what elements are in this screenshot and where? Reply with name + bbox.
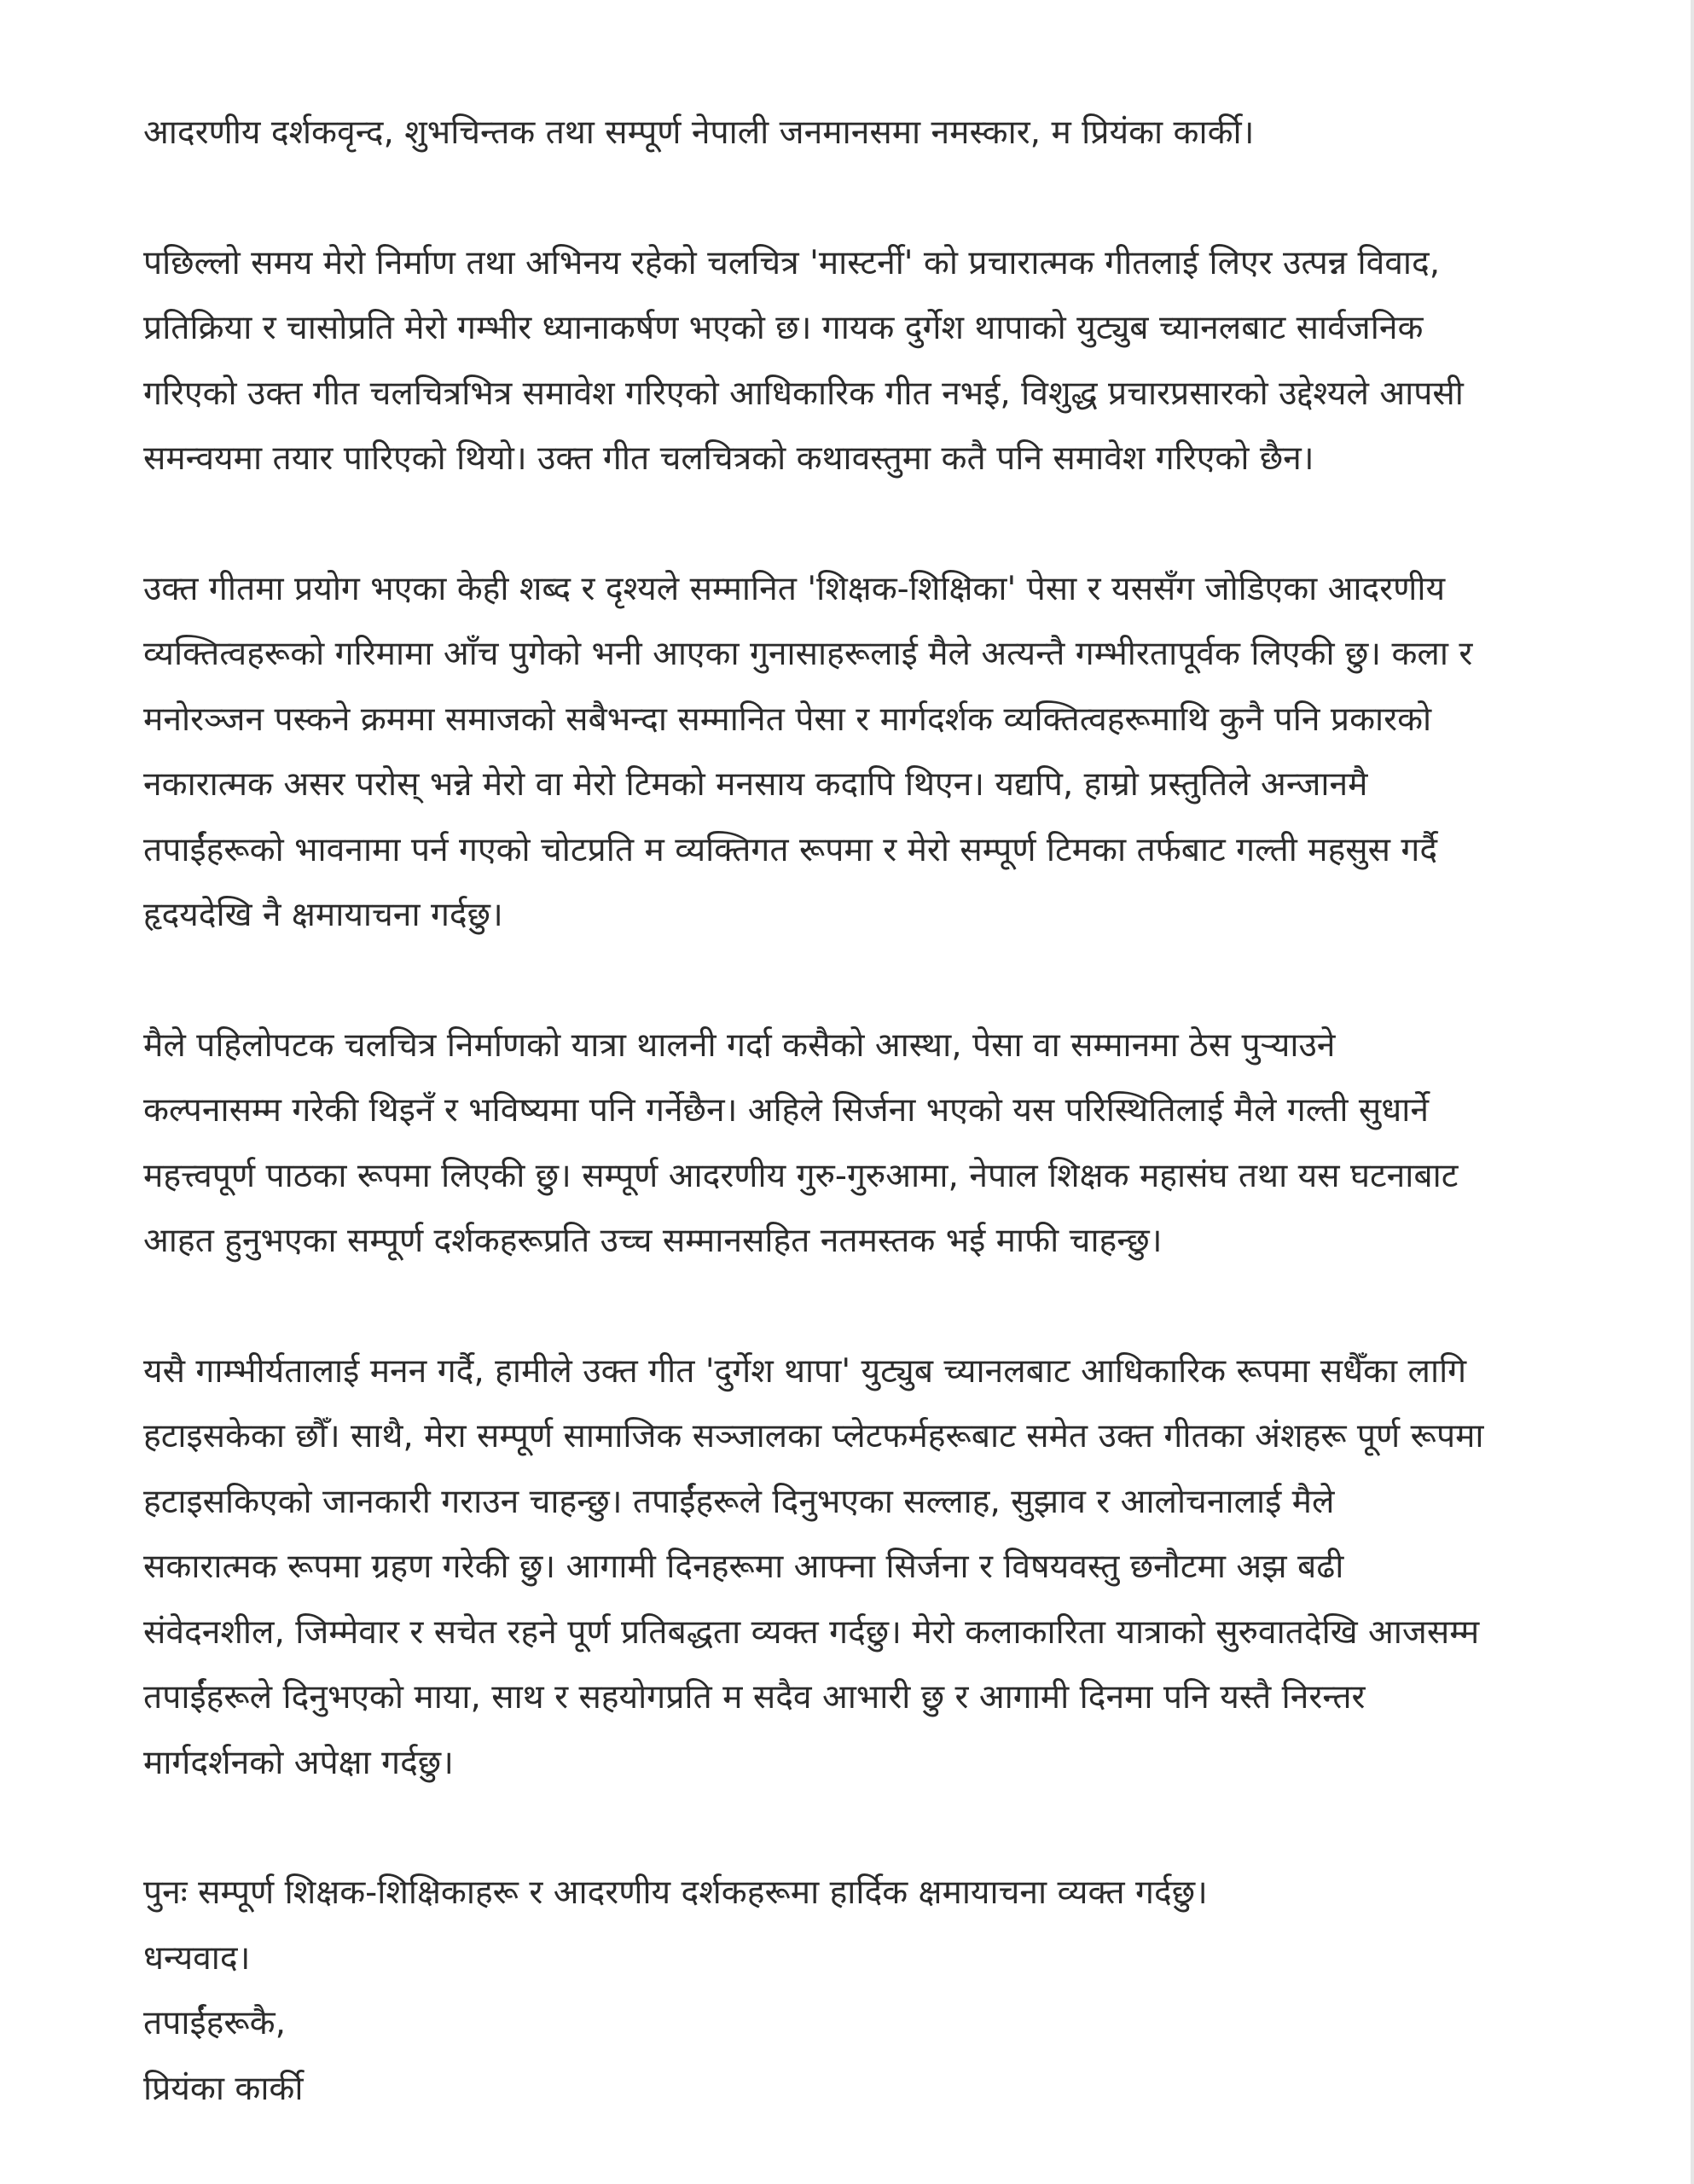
text-line: यसै गाम्भीर्यतालाई मनन गर्दै, हामीले उक्त गीत 'दुर्गेश थापा' युट्युब च्यानलबाट आधिकारिक रूपमा सधैँका लागि (143, 1351, 1467, 1391)
text-line: मैले पहिलोपटक चलचित्र निर्माणको यात्रा थालनी गर्दा कसैको आस्था, पेसा वा सम्मानमा ठेस पुऱ्याउने (143, 1025, 1336, 1065)
text-line: व्यक्तित्वहरूको गरिमामा आँच पुगेको भनी आएका गुनासाहरूलाई मैले अत्यन्तै गम्भीरतापूर्वक लिएकी छु। कला र (143, 635, 1473, 673)
closing-apology: पुनः सम्पूर्ण शिक्षक-शिक्षिकाहरू र आदरणीय दर्शकहरूमा हार्दिक क्षमायाचना व्यक्त गर्दछु। (143, 1873, 1208, 1912)
text-line: सकारात्मक रूपमा ग्रहण गरेकी छु। आगामी दिनहरूमा आफ्ना सिर्जना र विषयवस्तु छनौटमा अझ बढी (143, 1548, 1344, 1586)
text-line: मनोरञ्जन पस्कने क्रममा समाजको सबैभन्दा सम्मानित पेसा र मार्गदर्शक व्यक्तित्वहरूमाथि कुनै पनि प्रकारको (143, 700, 1432, 739)
text-line: तपाईंहरूको भावनामा पर्न गएको चोटप्रति म व्यक्तिगत रूपमा र मेरो सम्पूर्ण टिमका तर्फबाट गल्ती महसुस गर्दै (143, 830, 1438, 869)
text-line: पछिल्लो समय मेरो निर्माण तथा अभिनय रहेको चलचित्र 'मास्टर्नी' को प्रचारात्मक गीतलाई लिएर उत्पन्न विवाद, (143, 243, 1441, 282)
text-line: हटाइसकेका छौँ। साथै, मेरा सम्पूर्ण सामाजिक सञ्जालका प्लेटफर्महरूबाट समेत उक्त गीतका अंशहरू पूर्ण रूपमा (143, 1417, 1484, 1455)
text-line: आदरणीय दर्शकवृन्द, शुभचिन्तक तथा सम्पूर्ण नेपाली जनमानसमा नमस्कार, म प्रियंका कार्की। (143, 113, 1255, 152)
text-line: हटाइसकिएको जानकारी गराउन चाहन्छु। तपाईंहरूले दिनुभएका सल्लाह, सुझाव र आलोचनालाई मैले (143, 1482, 1335, 1521)
text-line: आहत हुनुभएका सम्पूर्ण दर्शकहरूप्रति उच्च सम्मानसहित नतमस्तक भई माफी चाहन्छु। (143, 1222, 1163, 1260)
text-line: हृदयदेखि नै क्षमायाचना गर्दछु। (143, 896, 503, 934)
text-line: समन्वयमा तयार पारिएको थियो। उक्त गीत चलचित्रको कथावस्तुमा कतै पनि समावेश गरिएको छैन। (143, 439, 1314, 478)
paragraph-apology (143, 557, 1549, 949)
paragraph-lesson (143, 1014, 1549, 1275)
closing-salutation: तपाईंहरूकै, (143, 2004, 286, 2042)
text-line: गरिएको उक्त गीत चलचित्रभित्र समावेश गरिएको आधिकारिक गीत नभई, विशुद्ध प्रचारप्रसारको उद्देश्यले आपसी (143, 374, 1464, 413)
page-edge-divider (1691, 0, 1694, 2184)
text-line: कल्पनासम्म गरेकी थिइनँ र भविष्यमा पनि गर्नेछैन। अहिले सिर्जना भएको यस परिस्थितिलाई मैले गल्ती सुधार्ने (143, 1091, 1429, 1130)
signature-name: प्रियंका कार्की (143, 2069, 304, 2108)
closing-thanks: धन्यवाद। (143, 1938, 251, 1978)
paragraph-commitment (143, 1339, 1549, 1797)
text-line: महत्त्वपूर्ण पाठका रूपमा लिएकी छु। सम्पूर्ण आदरणीय गुरु-गुरुआमा, नेपाल शिक्षक महासंघ तथा यस घटनाबाट (143, 1156, 1459, 1195)
text-line: तपाईंहरूले दिनुभएको माया, साथ र सहयोगप्रति म सदैव आभारी छु र आगामी दिनमा पनि यस्तै निरन्तर (143, 1678, 1366, 1716)
closing-block (143, 1861, 1549, 2122)
paragraph-song-context (143, 231, 1549, 492)
text-line: मार्गदर्शनको अपेक्षा गर्दछु। (143, 1743, 454, 1782)
text-line: नकारात्मक असर परोस् भन्ने मेरो वा मेरो टिमको मनसाय कदापि थिएन। यद्यपि, हाम्रो प्रस्तुतिले अन्जानमै (143, 765, 1368, 804)
text-line: संवेदनशील, जिम्मेवार र सचेत रहने पूर्ण प्रतिबद्धता व्यक्त गर्दछु। मेरो कलाकारिता यात्राको सुरुवातदेखि आजसम्म (143, 1612, 1480, 1652)
paragraph-greeting (143, 101, 1549, 166)
text-line: प्रतिक्रिया र चासोप्रति मेरो गम्भीर ध्यानाकर्षण भएको छ। गायक दुर्गेश थापाको युट्युब च्यानलबाट सार्वजनिक (143, 309, 1424, 347)
text-line: उक्त गीतमा प्रयोग भएका केही शब्द र दृश्यले सम्मानित 'शिक्षक-शिक्षिका' पेसा र यससँग जोडिएका आदरणीय (143, 569, 1446, 608)
